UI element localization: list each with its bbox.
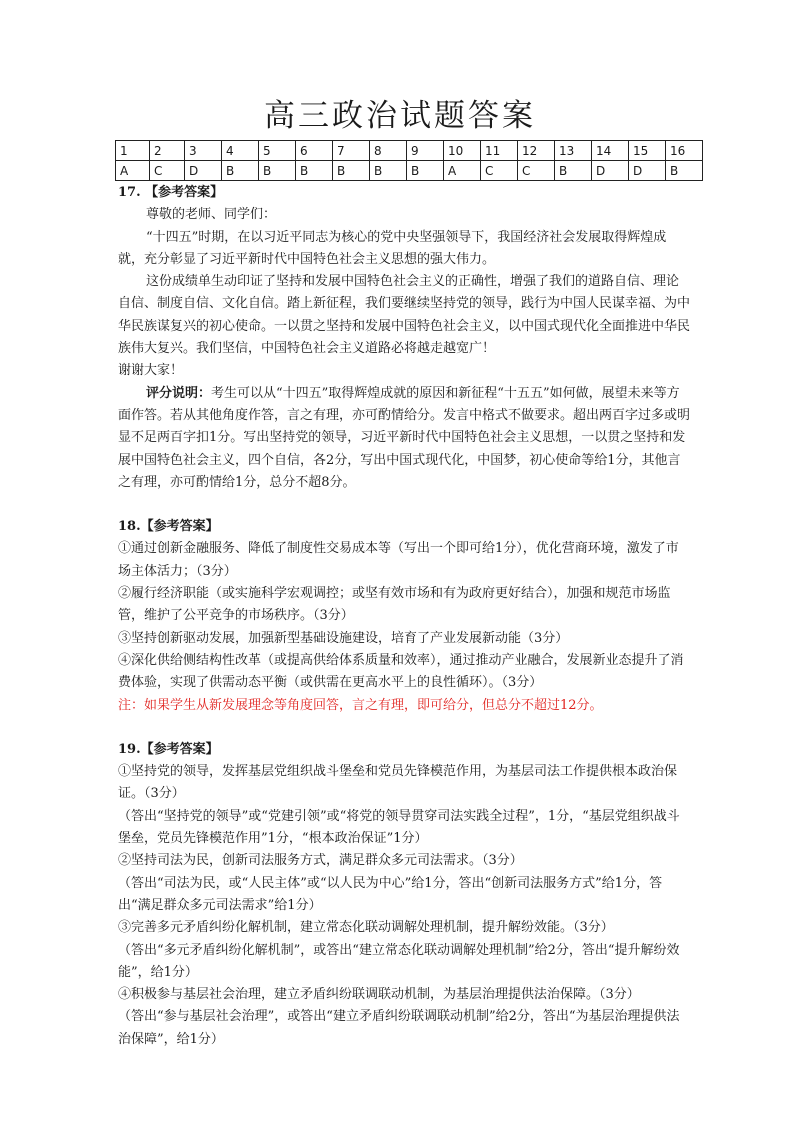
q19-point-3: ③完善多元矛盾纠纷化解机制，建立常态化联动调解处理机制，提升解纷效能。（3分） xyxy=(118,920,614,936)
section-spacer xyxy=(118,494,690,516)
q19-point-2: ②坚持司法为民，创新司法服务方式，满足群众多元司法需求。（3分） xyxy=(118,853,523,869)
q18-item-2: ②履行经济职能（或实施科学宏观调控；或坚有效市场和有为政府更好结合），加强和规范市场监管，维护了公平竞争的市场秩序。（3分） xyxy=(118,586,671,624)
q19-scoring-1: （答出“坚持党的领导”或“党建引领”或“将党的领导贯穿司法实践全过程”，1分，“基层党组织战斗堡垒，党员先锋模范作用”1分，“根本政治保证”1分） xyxy=(118,808,680,847)
question-number-cell: 12 xyxy=(518,141,555,161)
q19-scoring-2: （答出“司法为民，或“人民主体”或“以人民为中心”给1分，答出“创新司法服务方式”给1分，答出“满足群众多元司法需求”给1分） xyxy=(118,875,663,913)
q19-point-4: ④积极参与基层社会治理，建立矛盾纠纷联调联动机制，为基层治理提供法治保障。（3分） xyxy=(118,987,640,1003)
answer-cell: B xyxy=(555,161,592,181)
question-number-cell: 11 xyxy=(481,141,518,161)
question-number-cell: 7 xyxy=(333,141,370,161)
answer-cell: B xyxy=(407,161,444,181)
question-number-cell: 3 xyxy=(185,141,222,161)
answer-cell: B xyxy=(259,161,296,181)
q17-scoring-label: 评分说明： xyxy=(146,385,212,401)
q18-item-4: ④深化供给侧结构性改革（或提高供给体系质量和效率），通过推动产业融合，发展新业态提升了消费体验，实现了供需动态平衡（或供需在更高水平上的良性循环）。（3分） xyxy=(118,652,684,691)
answer-cell: B xyxy=(296,161,333,181)
answer-cell: C xyxy=(150,161,185,181)
q18-item-3: ③坚持创新驱动发展，加强新型基础设施建设，培育了产业发展新动能（3分） xyxy=(118,630,569,646)
question-number-cell: 5 xyxy=(259,141,296,161)
question-number-cell: 16 xyxy=(666,141,703,161)
answer-cell: B xyxy=(370,161,407,181)
document-title: 高三政治试题答案 xyxy=(264,98,536,134)
answer-cell: B xyxy=(222,161,259,181)
answer-cell: D xyxy=(185,161,222,181)
answer-cell: C xyxy=(518,161,555,181)
q18-red-note: 注：如果学生从新发展理念等角度回答，言之有理，即可给分，但总分不超过12分。 xyxy=(118,697,603,713)
q17-paragraph-1: “十四五”时期，在以习近平同志为核心的党中央坚强领导下，我国经济社会发展取得辉煌成就，充分彰显了习近平新时代中国特色社会主义思想的强大伟力。 xyxy=(118,229,667,267)
answer-table-number-row xyxy=(116,141,703,161)
answer-table-answer-row xyxy=(116,161,703,181)
question-number-cell: 1 xyxy=(116,141,150,161)
question-number-cell: 8 xyxy=(370,141,407,161)
question-number-cell: 14 xyxy=(592,141,629,161)
answer-cell: B xyxy=(333,161,370,181)
q17-paragraph-2: 这份成绩单生动印证了坚持和发展中国特色社会主义的正确性，增强了我们的道路自信、理论自信、制度自信、文化自信。踏上新征程，我们要继续坚持党的领导，践行为中国人民谋幸福、为中华民族谋复兴的初心使命。一以贯之坚持和发展中国特色社会主义，以中国式现代化全面推进中华民族伟大复兴。我们坚信，中国特色社会主义道路必将越走越宽广！ xyxy=(118,274,691,357)
question-number-cell: 13 xyxy=(555,141,592,161)
answer-cell: D xyxy=(629,161,666,181)
q18-heading: 18.【参考答案】 xyxy=(118,519,219,535)
q19-heading: 19.【参考答案】 xyxy=(118,741,219,757)
q18-item-1: ①通过创新金融服务、降低了制度性交易成本等（写出一个即可给1分），优化营商环境，激发了市场主体活力；（3分） xyxy=(118,541,679,579)
answer-cell: A xyxy=(116,161,150,181)
question-number-cell: 15 xyxy=(629,141,666,161)
answer-cell: C xyxy=(481,161,518,181)
answer-cell: A xyxy=(444,161,481,181)
answer-cell: B xyxy=(666,161,703,181)
q17-scoring-text: 考生可以从“十四五”取得辉煌成就的原因和新征程“十五五”如何做，展望未来等方面作答。若从其他角度作答，言之有理，亦可酌情给分。发言中格式不做要求。超出两百字过多或明显不足两百字扣1分。写出坚持党的领导，习近平新时代中国特色社会主义思想，一以贯之坚持和发展中国特色社会主义，四个自信，各2分，写出中国式现代化，中国梦，初心使命等给1分，其他言之有理，亦可酌情给1分，总分不超8分。 xyxy=(118,385,691,490)
q17-greeting: 尊敬的老师、同学们： xyxy=(146,207,277,223)
question-number-cell: 10 xyxy=(444,141,481,161)
q19-point-1: ①坚持党的领导，发挥基层党组织战斗堡垒和党员先锋模范作用，为基层司法工作提供根本政治保证。（3分） xyxy=(118,764,678,802)
q17-scoring-note xyxy=(118,383,690,494)
question-number-cell: 6 xyxy=(296,141,333,161)
q17-thanks: 谢谢大家！ xyxy=(118,363,184,379)
q17-heading: 17. 【参考答案】 xyxy=(118,185,224,200)
question-number-cell: 2 xyxy=(150,141,185,161)
question-number-cell: 4 xyxy=(222,141,259,161)
answer-cell: D xyxy=(592,161,629,181)
answer-content xyxy=(118,182,690,1051)
q19-scoring-4: （答出“参与基层社会治理”，或答出“建立矛盾纠纷联调联动机制”给2分，答出“为基层治理提供法治保障”，给1分） xyxy=(118,1009,680,1047)
question-number-cell: 9 xyxy=(407,141,444,161)
section-spacer xyxy=(118,717,690,739)
answer-table xyxy=(115,140,703,181)
q19-scoring-3: （答出“多元矛盾纠纷化解机制”，或答出“建立常态化联动调解处理机制”给2分，答出“提升解纷效能”，给1分） xyxy=(118,942,680,980)
